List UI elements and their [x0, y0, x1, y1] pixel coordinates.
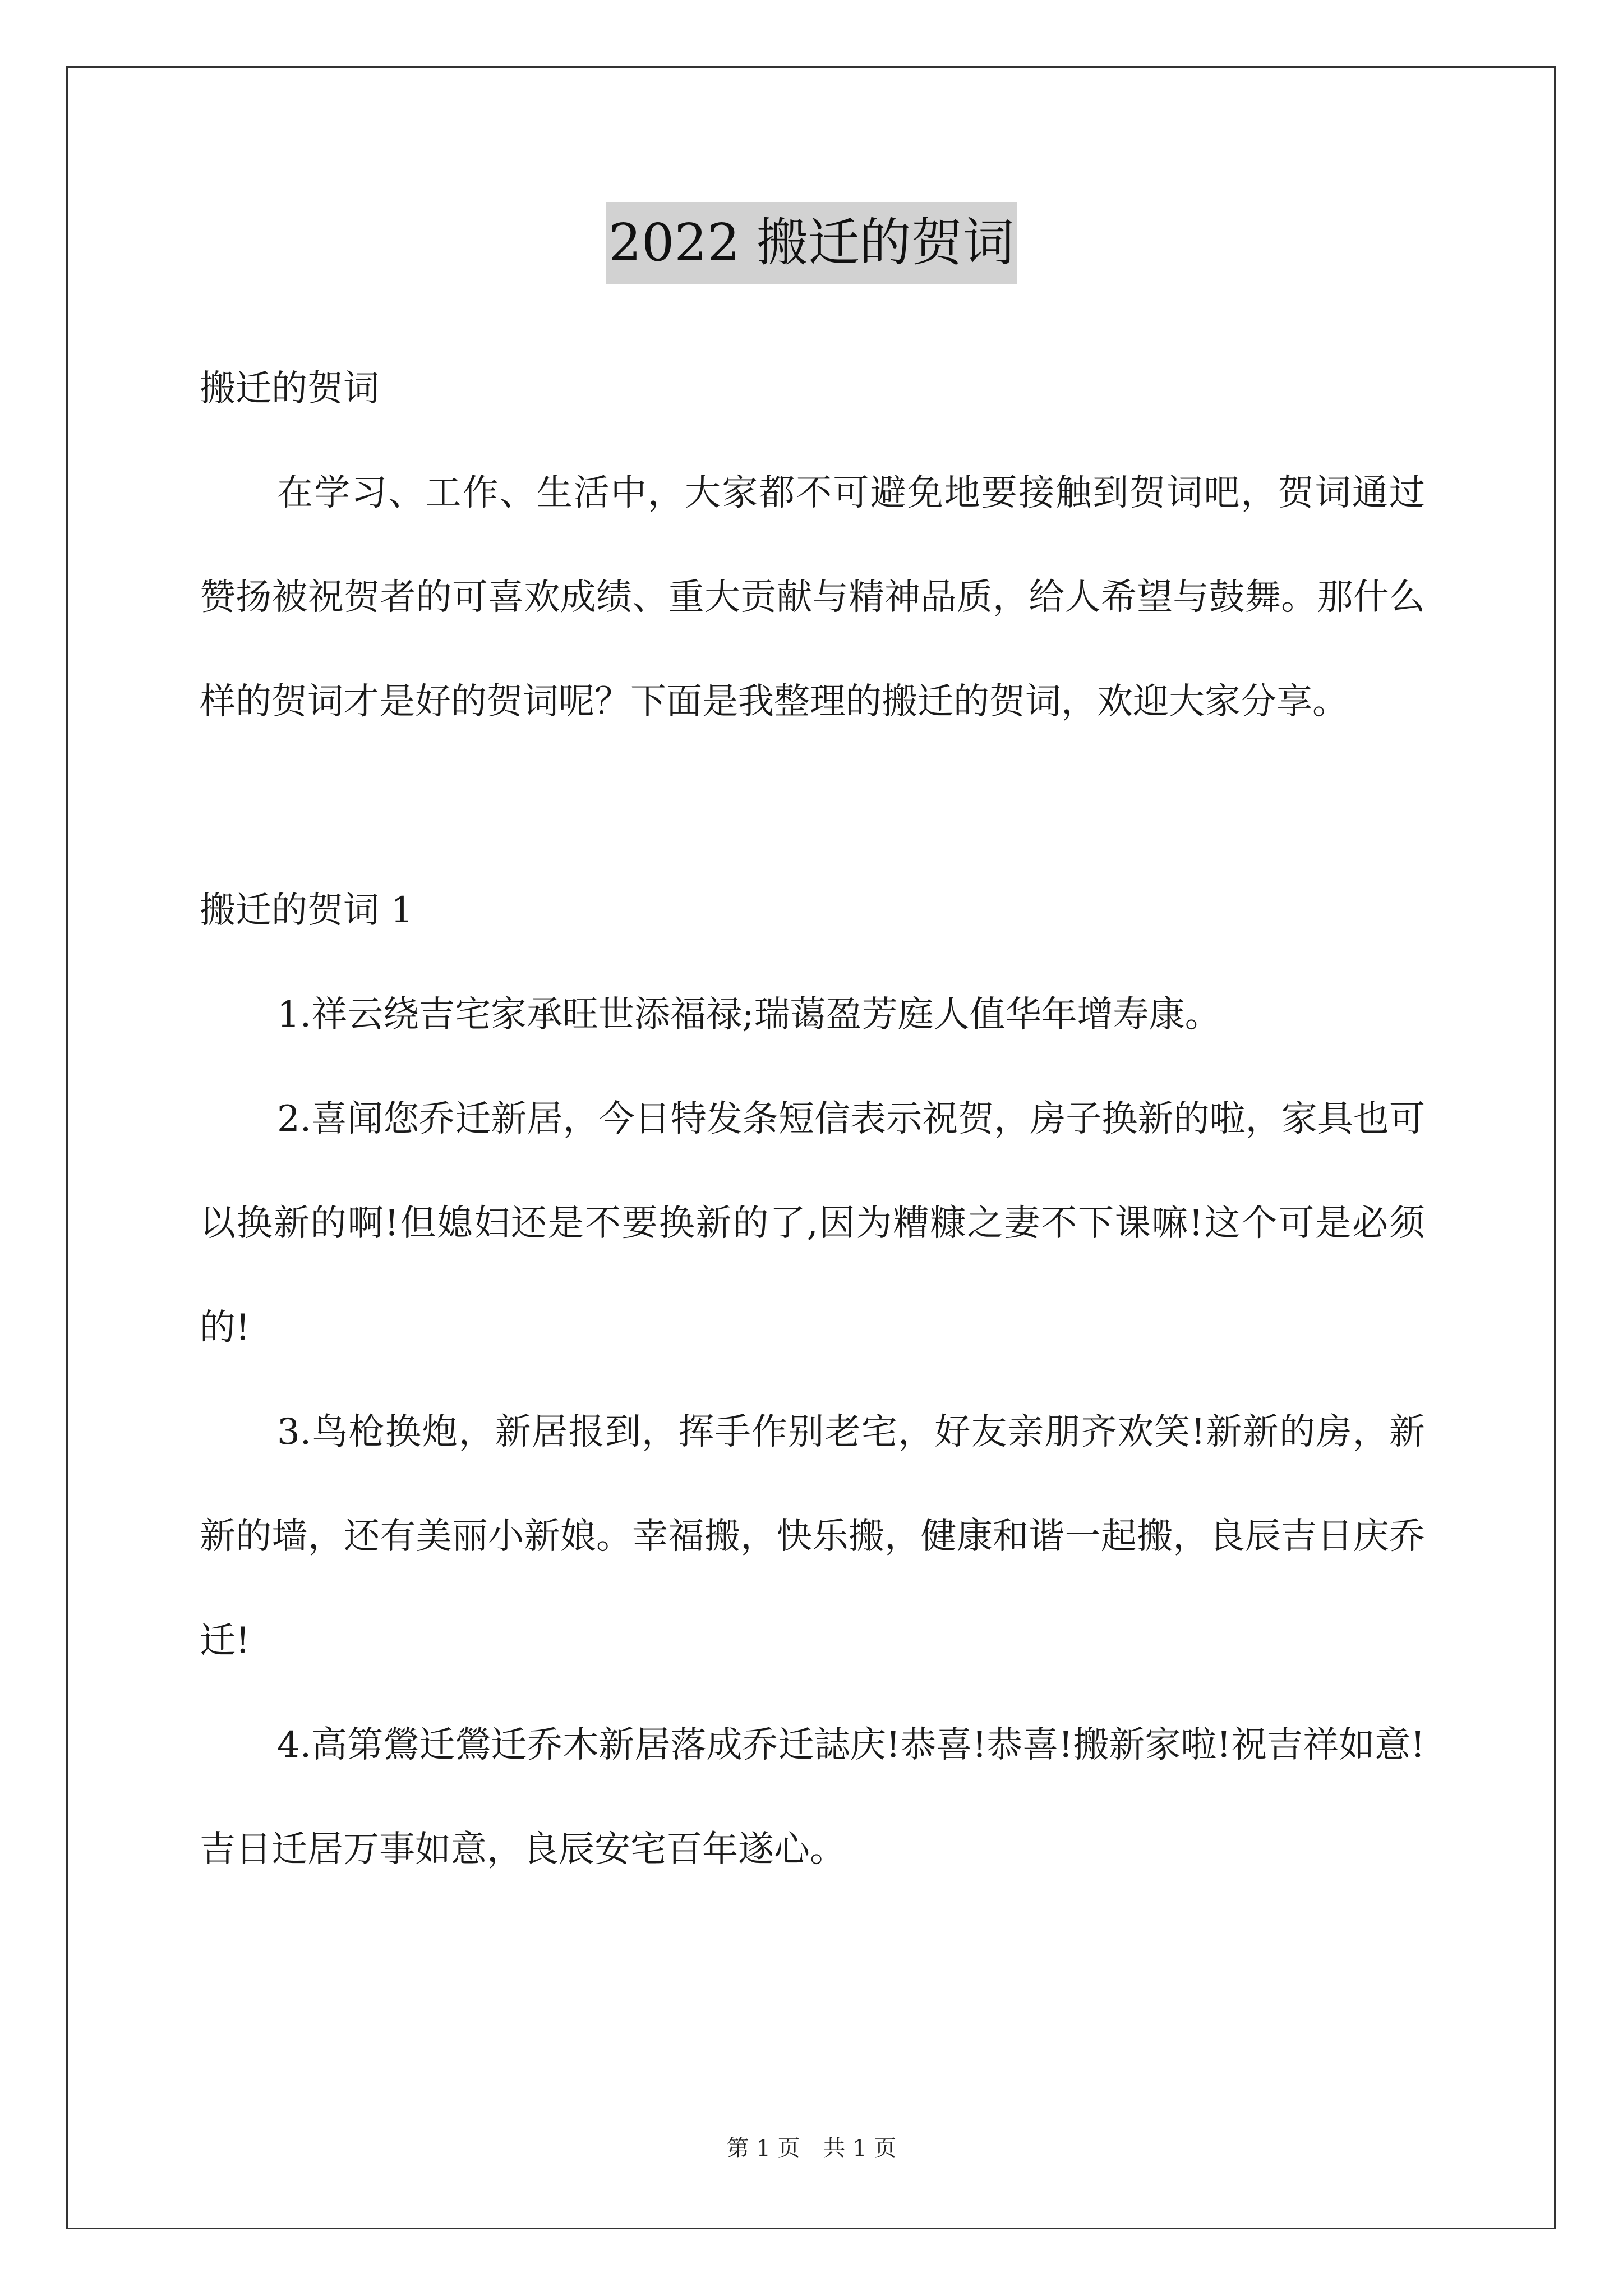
document-body — [200, 337, 1425, 1902]
intro-paragraph: 在学习、工作、生活中，大家都不可避免地要接触到贺词吧，贺词通过赞扬被祝贺者的可喜欢成绩、重大贡献与精神品质，给人希望与鼓舞。那什么样的贺词才是好的贺词呢？下面是我整理的搬迁的贺词，欢迎大家分享。 — [200, 472, 1425, 723]
section-heading: 搬迁的贺词 1 — [200, 890, 414, 931]
document-title: 2022 搬迁的贺词 — [606, 202, 1016, 284]
list-item: 3.鸟枪换炮，新居报到，挥手作别老宅，好友亲朋齐欢笑!新新的房，新新的墙，还有美丽小新娘。幸福搬，快乐搬，健康和谐一起搬，良辰吉日庆乔迁! — [200, 1411, 1425, 1662]
list-item: 1.祥云绕吉宅家承旺世添福禄;瑞蔼盈芳庭人值华年增寿康。 — [277, 994, 1221, 1036]
subtitle: 搬迁的贺词 — [200, 368, 379, 409]
list-item: 2.喜闻您乔迁新居，今日特发条短信表示祝贺，房子换新的啦，家具也可以换新的啊!但媳妇还是不要换新的了,因为糟糠之妻不下课嘛!这个可是必须的! — [200, 1098, 1425, 1349]
page-number: 第 1 页 — [726, 2136, 800, 2161]
title-area — [0, 202, 1623, 284]
page-total: 共 1 页 — [823, 2136, 897, 2161]
list-item: 4.高第鶯迁鶯迁乔木新居落成乔迁誌庆!恭喜!恭喜!搬新家啦!祝吉祥如意!吉日迁居万事如意，良辰安宅百年遂心。 — [200, 1724, 1425, 1870]
spacer — [200, 754, 1425, 858]
page-footer — [0, 2132, 1623, 2165]
